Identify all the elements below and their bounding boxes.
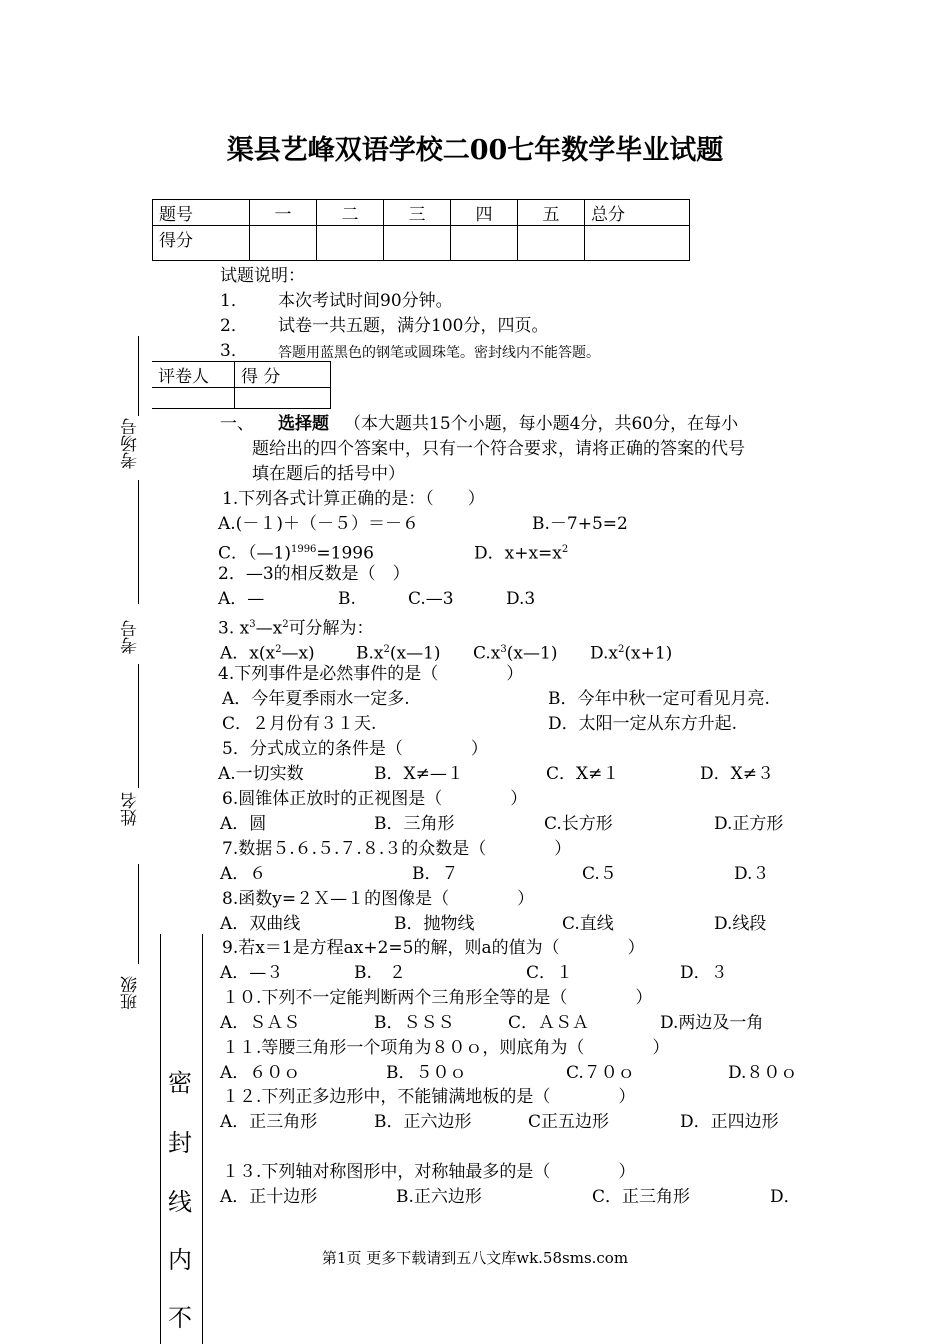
option: D．$x+x=x^2$: [474, 543, 569, 564]
option: A．—３: [220, 963, 284, 983]
instruction-num: 3．: [220, 341, 248, 361]
instructions-heading: 试题说明：: [220, 266, 305, 286]
score-row-label: 得分: [153, 226, 250, 261]
score-header-cell: 三: [384, 200, 451, 226]
option: C.长方形: [544, 814, 613, 834]
score-table: [152, 199, 690, 261]
side-label-exam-room: 考场号: [121, 418, 141, 469]
question-stem: 7.数据５.６.５.７.８.３的众数是（ ）: [222, 839, 572, 859]
score-input-cell[interactable]: [451, 226, 518, 261]
option: B. ２: [354, 963, 406, 983]
option: D.３: [734, 864, 770, 884]
option: B.正六边形: [396, 1187, 482, 1207]
option: C．１: [526, 963, 574, 983]
option: C．ＡＳＡ: [508, 1013, 590, 1033]
side-label-name: 姓名: [121, 792, 141, 826]
option: D.正方形: [714, 814, 784, 834]
option: D．正四边形: [680, 1112, 779, 1132]
option: D.3: [506, 589, 536, 609]
instruction-text: 试卷一共五题，满分100分，四页。: [278, 316, 549, 336]
section-desc: （本大题共15个小题，每小题4分，共60分，在每小: [344, 414, 739, 434]
section-desc: 填在题后的括号中）: [252, 464, 405, 484]
option: A．正十边形: [220, 1187, 318, 1207]
option: A．$x(x^2—x)$: [220, 643, 315, 664]
option: B．７: [412, 864, 459, 884]
option: C．X≠１: [546, 764, 620, 784]
option: C.—3: [408, 589, 454, 609]
side-fill-line: [138, 336, 139, 416]
seal-char: 内: [168, 1246, 192, 1274]
score-header-cell: 四: [451, 200, 518, 226]
option: A．６０ｏ: [220, 1063, 301, 1083]
instruction-text: 答题用蓝黑色的钢笔或圆珠笔。密封线内不能答题。: [278, 345, 600, 361]
seal-char: 线: [168, 1188, 192, 1216]
question-stem: 3. $x^3—x^2$可分解为：: [218, 618, 374, 639]
seal-char: 密: [168, 1069, 192, 1097]
grader-label: 评卷人: [152, 362, 235, 388]
question-stem: １２.下列正多边形中，不能铺满地板的是（ ）: [222, 1087, 636, 1107]
option: C．２月份有３１天.: [222, 714, 377, 734]
score-input-cell[interactable]: [585, 226, 690, 261]
page-title: 渠县艺峰双语学校二00七年数学毕业试题: [226, 135, 724, 166]
option: D．太阳一定从东方升起.: [548, 714, 738, 734]
section-name: 选择题: [278, 414, 329, 434]
instruction-text: 本次考试时间90分钟。: [278, 291, 453, 311]
option: B.－7+5=2: [532, 514, 628, 534]
page-footer: 第1页 更多下载请到五八文库wk.58sms.com: [321, 1249, 629, 1267]
question-stem: 4.下列事件是必然事件的是（ ）: [218, 664, 524, 684]
option: A.一切实数: [218, 764, 304, 784]
question-stem: 5．分式成立的条件是（ ）: [222, 739, 488, 759]
seal-line-right: [202, 934, 203, 1344]
option: D．X≠３: [700, 764, 774, 784]
seal-char: 不: [168, 1304, 192, 1332]
grader-score-label: 得 分: [235, 362, 331, 388]
option: $D.x^2(x+1)$: [590, 643, 673, 664]
grader-score-cell[interactable]: [235, 388, 331, 409]
seal-line-left: [160, 934, 161, 1344]
seal-char: 封: [168, 1129, 192, 1157]
option: A．—: [218, 589, 265, 609]
option: C．正三角形: [592, 1187, 691, 1207]
option: C.直线: [562, 914, 614, 934]
score-input-cell[interactable]: [250, 226, 317, 261]
instruction-num: 1．: [220, 291, 248, 311]
score-header-cell: 二: [317, 200, 384, 226]
instruction-num: 2．: [220, 316, 248, 336]
side-fill-line: [138, 664, 139, 788]
question-stem: 9.若x＝1是方程ax+2=5的解，则a的值为（ ）: [222, 938, 645, 958]
option: $B.x^2(x—1)$: [356, 643, 441, 664]
option: A．双曲线: [220, 914, 301, 934]
option: C正五边形: [528, 1112, 610, 1132]
option: A．６: [220, 864, 267, 884]
option: A．ＳＡＳ: [220, 1013, 301, 1033]
option: A．圆: [220, 814, 267, 834]
score-header-cell: 总分: [585, 200, 690, 226]
score-table-score-row: [153, 226, 690, 261]
question-stem: 1.下列各式计算正确的是：（ ）: [222, 489, 485, 509]
score-header-cell: 五: [518, 200, 585, 226]
question-stem: １１.等腰三角形一个项角为８０ｏ，则底角为（ ）: [222, 1038, 670, 1058]
question-stem: 2．—3的相反数是（ ）: [218, 564, 410, 584]
option: D．３: [680, 963, 728, 983]
option: D．: [770, 1187, 801, 1207]
score-header-cell: 一: [250, 200, 317, 226]
option: B．５０ｏ: [386, 1063, 467, 1083]
option: A．今年夏季雨水一定多.: [222, 689, 410, 709]
option: C.７０ｏ: [566, 1063, 635, 1083]
side-label-exam-number: 考号: [121, 620, 141, 654]
score-input-cell[interactable]: [317, 226, 384, 261]
option: A.(－１)＋（－５）＝－６: [218, 514, 419, 534]
score-input-cell[interactable]: [384, 226, 451, 261]
option: D.线段: [714, 914, 767, 934]
question-stem: 6.圆锥体正放时的正视图是（ ）: [222, 789, 528, 809]
option: D.两边及一角: [660, 1013, 764, 1033]
option: C.５: [582, 864, 617, 884]
side-label-class: 班级: [121, 976, 141, 1010]
section-number: 一、: [220, 414, 254, 434]
option: B．今年中秋一定可看见月亮.: [548, 689, 770, 709]
option: B．正六边形: [374, 1112, 472, 1132]
grader-name-cell[interactable]: [152, 388, 235, 409]
question-stem: １３.下列轴对称图形中，对称轴最多的是（ ）: [222, 1162, 636, 1182]
question-stem: 8.函数y=２Ｘ—１的图像是（ ）: [222, 889, 535, 909]
option: $C.x^3(x—1)$: [473, 643, 558, 664]
side-fill-line: [138, 480, 139, 604]
option: B．三角形: [374, 814, 455, 834]
grader-table: [152, 361, 331, 409]
score-header-cell: 题号: [153, 200, 250, 226]
option: A．正三角形: [220, 1112, 318, 1132]
option: C．（—1)$^{1996}$=1996: [218, 543, 374, 564]
question-stem: １０.下列不一定能判断两个三角形全等的是（ ）: [222, 988, 653, 1008]
section-desc: 题给出的四个答案中，只有一个符合要求，请将正确的答案的代号: [252, 439, 745, 459]
side-fill-line: [138, 864, 139, 964]
option: B．ＳＳＳ: [374, 1013, 455, 1033]
option: B.: [338, 589, 356, 609]
option: B．抛物线: [394, 914, 475, 934]
score-table-header-row: [153, 200, 690, 226]
score-input-cell[interactable]: [518, 226, 585, 261]
option: D.８０ｏ: [728, 1063, 798, 1083]
option: B．X≠—１: [374, 764, 464, 784]
